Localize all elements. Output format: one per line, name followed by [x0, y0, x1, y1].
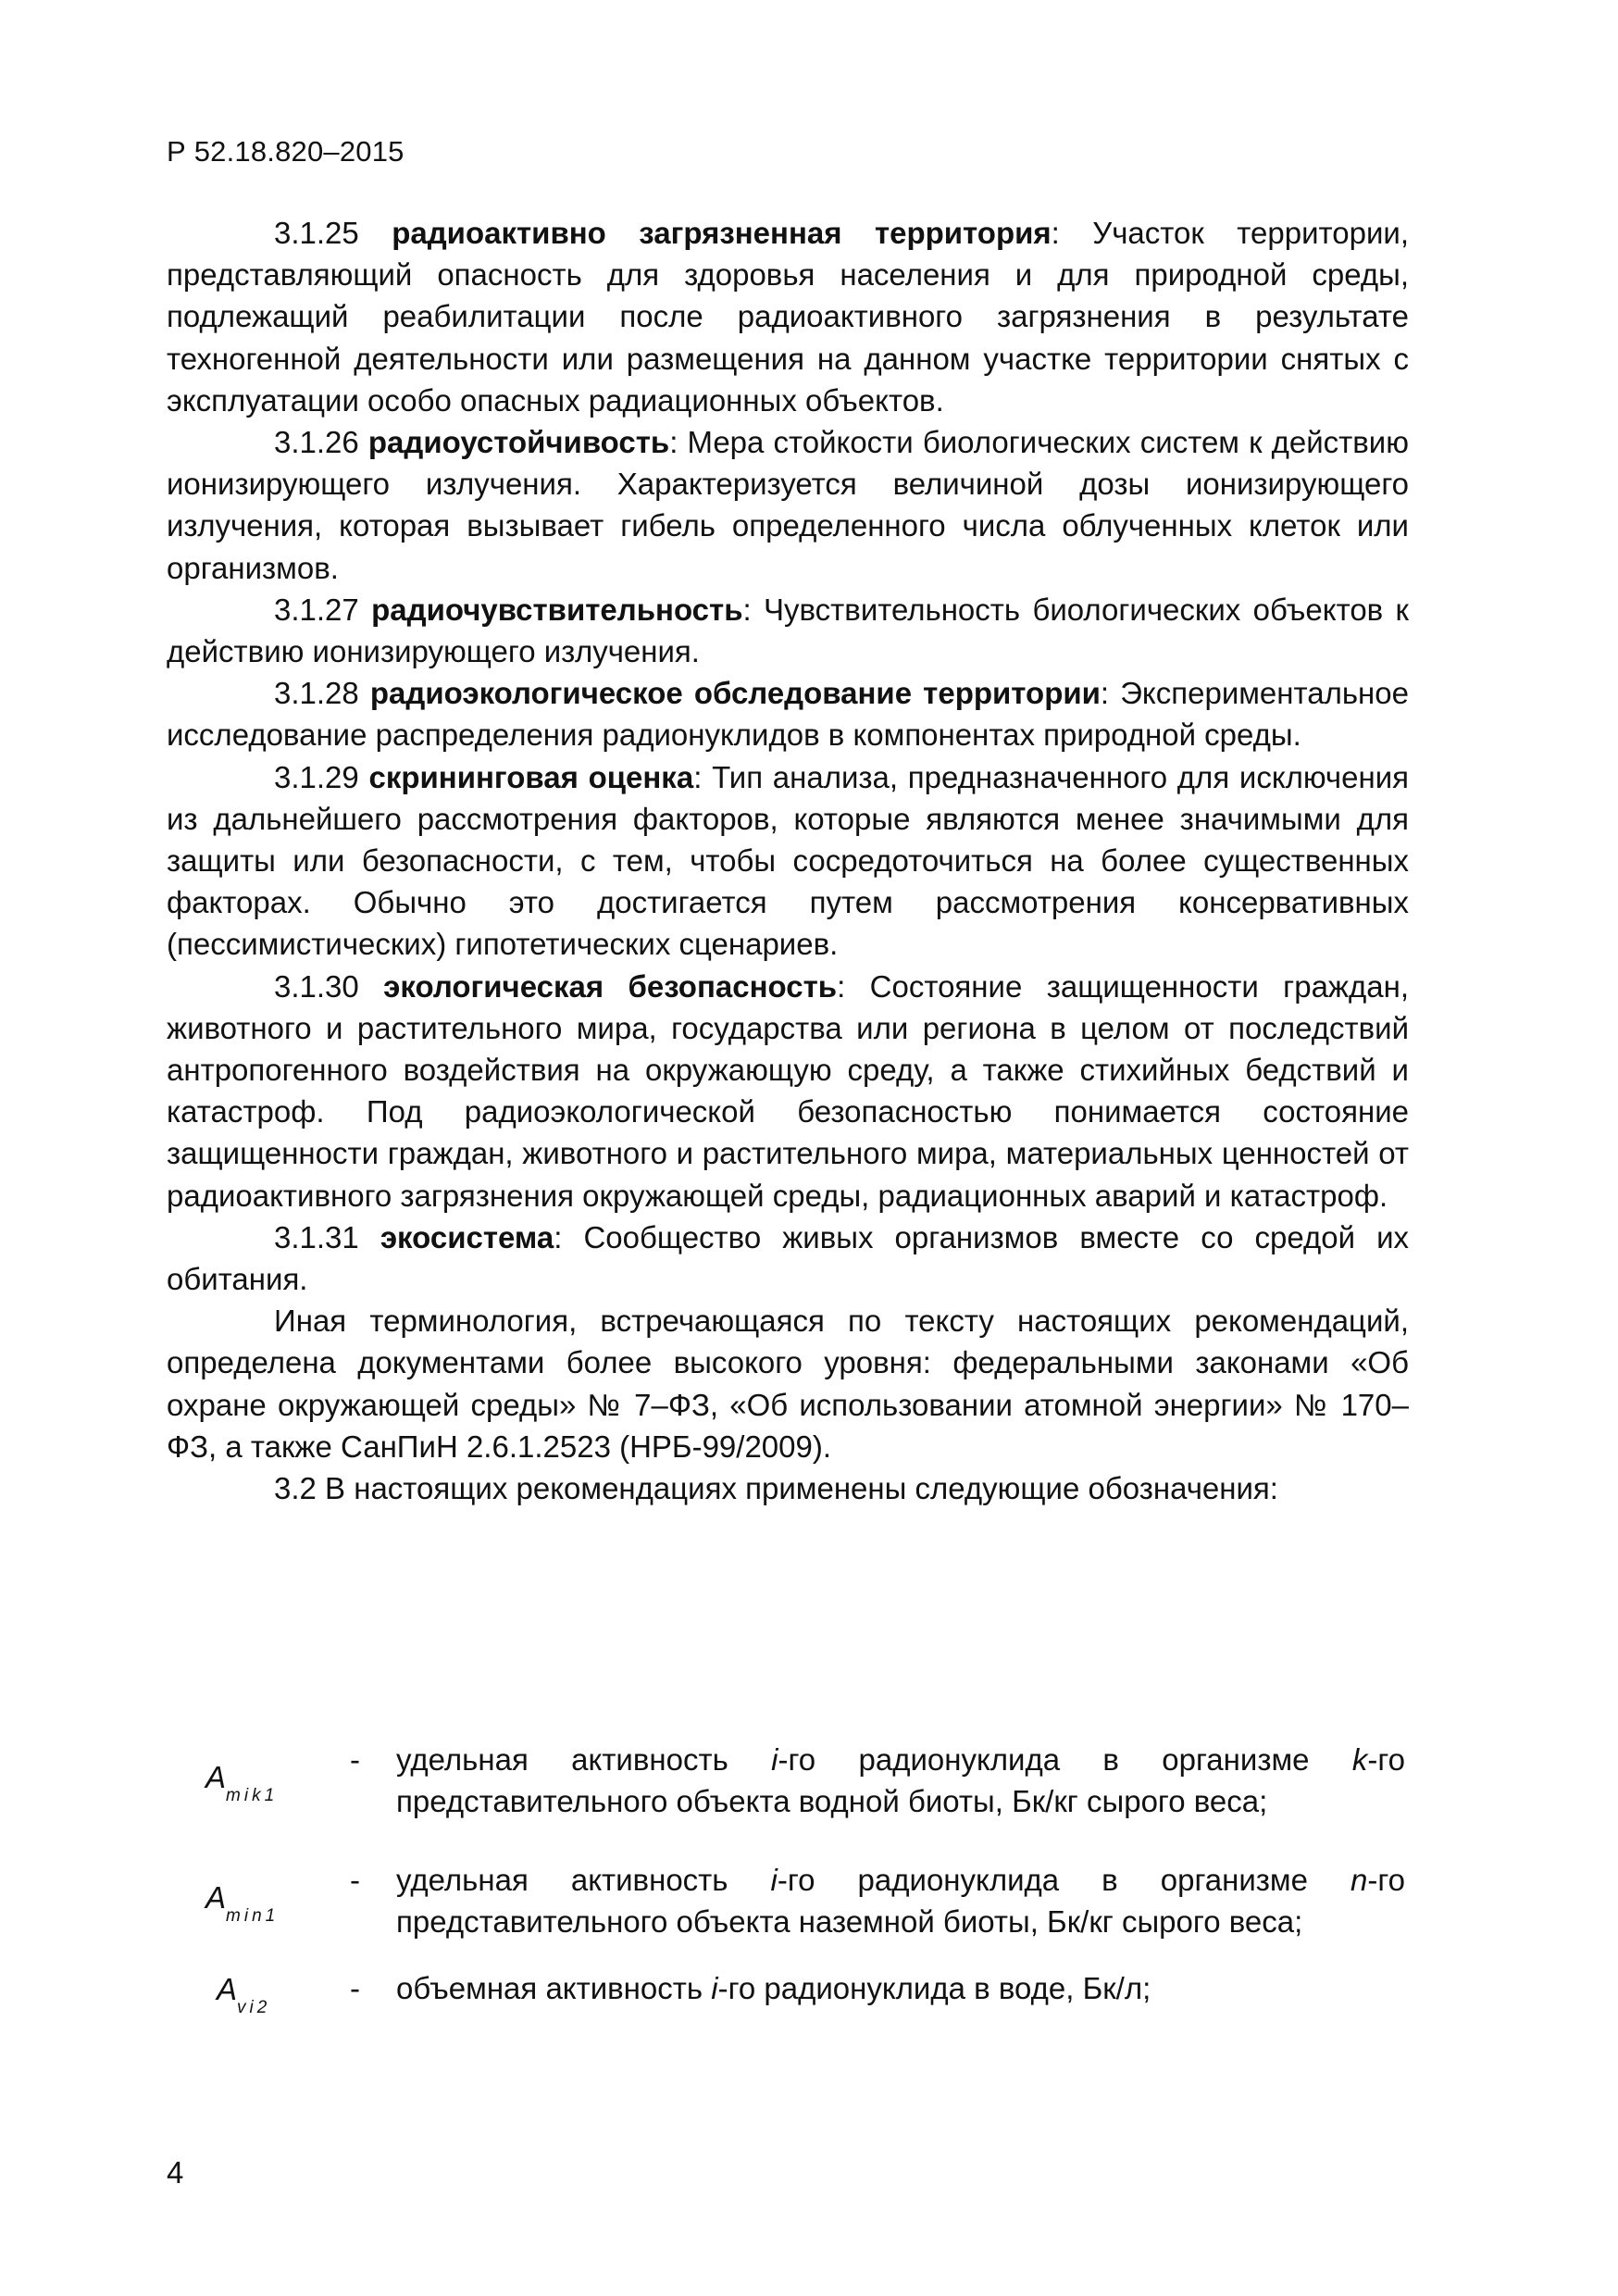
definition-text: : Мера стойкости биологических систем к действию ионизирующего излучения. Характеризуется величиной дозы ионизирующего излучения, которая вызывает гибель определенного числа облученных клеток или организмов.	[167, 425, 1409, 585]
definition-3-1-28	[167, 672, 1409, 755]
definition-3-1-26	[167, 421, 1409, 589]
definition-number: 3.1.29	[274, 759, 359, 794]
definition-term: экосистема	[380, 1219, 554, 1254]
definition-text: : Состояние защищенности граждан, животного и растительного мира, государства или региона в целом от последствий антропогенного воздействия на окружающую среду, а также стихийных бедствий и катастроф. Под радиоэкологической безопасностью понимается состояние защищенности граждан, животного и растительного мира, материальных ценностей от радиоактивного загрязнения окружающей среды, радиационных аварий и катастроф.	[167, 968, 1410, 1213]
notation-subscript: min1	[226, 1906, 280, 1926]
definition-term: скрининговая оценка	[368, 759, 694, 794]
other-terminology-paragraph: Иная терминология, встречающаяся по тексту настоящих рекомендаций, определена документами более высокого уровня: федеральными законами «Об охране окружающей среды» № 7–ФЗ, «Об использовании атомной энергии» № 170–ФЗ, а также СанПиН 2.6.1.2523 (НРБ-99/2009).	[167, 1304, 1409, 1464]
definition-3-1-29	[167, 756, 1409, 966]
document-code-header: Р 52.18.820–2015	[167, 135, 404, 168]
definition-text: : Чувствительность биологических объектов к действию ионизирующего излучения.	[167, 592, 1409, 669]
definition-term: экологическая безопасность	[383, 968, 838, 1004]
definition-text: : Экспериментальное исследование распределения радионуклидов в компонентах природной среды.	[167, 676, 1409, 753]
definition-number: 3.1.25	[274, 216, 359, 250]
definition-number: 3.1.27	[274, 592, 359, 627]
definition-text: : Тип анализа, предназначенного для исключения из дальнейшего рассмотрения факторов, которые являются менее значимыми для защиты или безопасности, с тем, чтобы сосредоточиться на более существенных факторах. Обычно это достигается путем рассмотрения консервативных (пессимистических) гипотетических сценариев.	[167, 759, 1409, 962]
definition-number: 3.1.31	[274, 1219, 359, 1254]
definition-3-1-30	[167, 966, 1409, 1217]
notation-intro: 3.2 В настоящих рекомендациях применены следующие обозначения:	[274, 1471, 1278, 1506]
definition-term: радиочувствительность	[371, 592, 743, 627]
notation-description: удельная активность i-го радионуклида в организме n-го представительного объекта наземной биоты, Бк/кг сырого веса;	[396, 1863, 1405, 1939]
definition-text: : Участок территории, представляющий опасность для здоровья населения и для природной среды, подлежащий реабилитации после радиоактивного загрязнения в результате техногенной деятельности или размещения на данном участке территории снятых с эксплуатации особо опасных радиационных объектов.	[167, 216, 1409, 418]
notation-dash: -	[350, 1971, 360, 2005]
page-number: 4	[167, 2155, 184, 2190]
variable-i: i	[770, 1863, 778, 1897]
definition-3-1-25	[167, 212, 1409, 421]
variable-k: k	[1351, 1742, 1368, 1777]
notation-description: удельная активность i-го радионуклида в организме k-го представительного объекта водной биоты, Бк/кг сырого веса;	[396, 1742, 1405, 1818]
notation-symbol: $A_{mik1}$	[205, 1760, 279, 1805]
definition-3-1-27	[167, 589, 1409, 672]
notation-description: объемная активность i-го радионуклида в воде, Бк/л;	[396, 1971, 1151, 2005]
definitions-body	[167, 212, 1409, 1509]
definition-text: : Сообщество живых организмов вместе со средой их обитания.	[167, 1219, 1409, 1297]
variable-n: n	[1350, 1863, 1368, 1897]
notation-symbol: $A_{min1}$	[205, 1880, 280, 1926]
definition-term: радиоактивно загрязненная территория	[392, 216, 1052, 250]
definition-number: 3.1.28	[274, 676, 359, 711]
notation-subscript: vi2	[237, 1998, 271, 2017]
notation-dash: -	[350, 1742, 360, 1777]
notation-dash: -	[350, 1863, 360, 1897]
notation-subscript: mik1	[226, 1786, 279, 1805]
definition-number: 3.1.26	[274, 425, 359, 460]
definition-3-1-31	[167, 1217, 1409, 1300]
variable-i: i	[771, 1742, 778, 1777]
definition-term: радиоэкологическое обследование территории	[369, 676, 1101, 711]
notation-symbol: $A_{vi2}$	[217, 1972, 271, 2017]
definition-term: радиоустойчивость	[367, 425, 670, 460]
variable-i: i	[711, 1971, 718, 2005]
definition-number: 3.1.30	[274, 968, 359, 1004]
